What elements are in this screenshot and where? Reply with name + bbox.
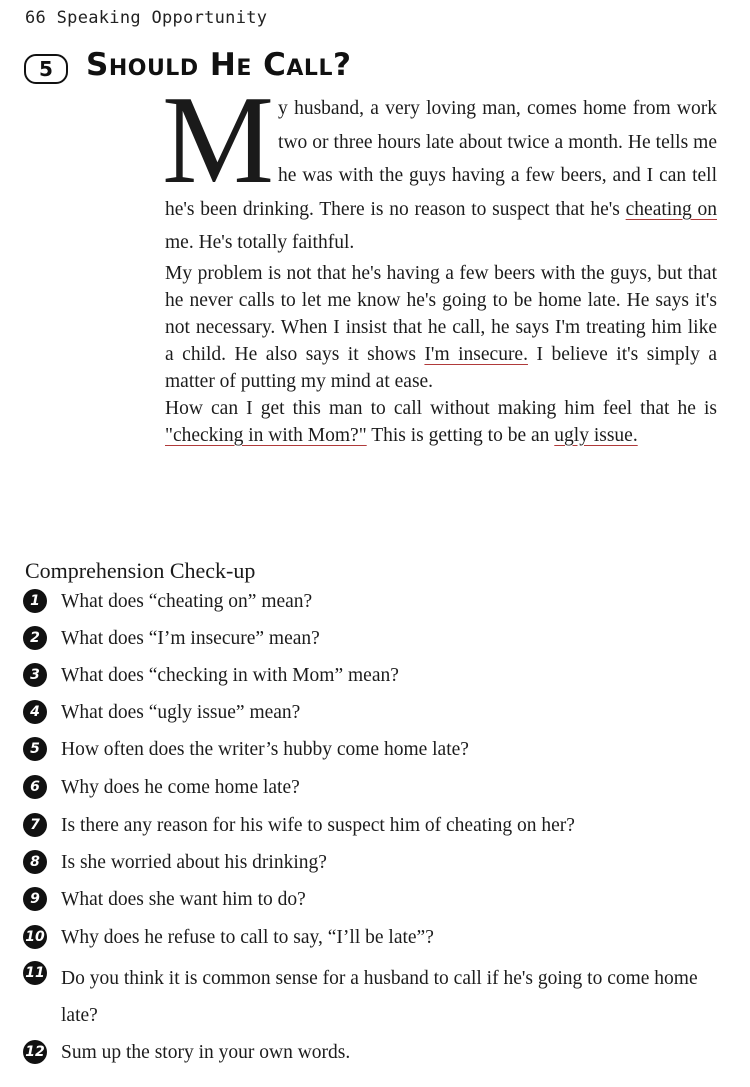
question-number-badge: 11 xyxy=(23,961,47,985)
question-text: What does she want him to do? xyxy=(61,889,306,910)
story-paragraph-1 xyxy=(162,71,717,260)
question-item xyxy=(23,774,723,802)
question-item xyxy=(23,699,723,727)
question-text: What does “ugly issue” mean? xyxy=(61,702,301,723)
story-body xyxy=(162,71,718,449)
running-header xyxy=(25,8,267,28)
question-text: How often does the writer’s hubby come home late? xyxy=(61,739,469,760)
question-item xyxy=(23,625,723,653)
question-item xyxy=(23,924,723,952)
question-item xyxy=(23,662,723,690)
question-item xyxy=(23,849,723,877)
story-text: How can I get this man to call without making him feel that he is xyxy=(165,397,717,419)
question-number-badge: 8 xyxy=(23,850,47,874)
section-title: Speaking Opportunity xyxy=(56,8,268,28)
question-number-badge: 1 xyxy=(23,589,47,613)
story-paragraph-2 xyxy=(165,260,717,395)
question-text: What does “I’m insecure” mean? xyxy=(61,628,320,649)
drop-cap-letter: M xyxy=(162,71,275,210)
question-item xyxy=(23,886,723,914)
question-item xyxy=(23,960,723,1034)
question-number-badge: 3 xyxy=(23,663,47,687)
story-text: y husband, a very loving man, comes home from work two or three hours late about twice a month. He tells me he was with the guys having a few beers, and I can tell he's been drinking. There is no reason to suspect that he's xyxy=(165,98,717,220)
question-item xyxy=(23,812,723,840)
question-text: What does “checking in with Mom” mean? xyxy=(61,665,399,686)
story-text: me. He's totally faithful. xyxy=(165,232,355,253)
question-number-badge: 6 xyxy=(23,775,47,799)
question-text: Sum up the story in your own words. xyxy=(61,1042,351,1063)
story-paragraph-3 xyxy=(165,395,717,449)
question-item xyxy=(23,1039,723,1067)
question-number-badge: 4 xyxy=(23,700,47,724)
question-text: Why does he come home late? xyxy=(61,777,300,798)
lesson-number-badge: 5 xyxy=(24,54,68,84)
underlined-phrase-ugly-issue: ugly issue. xyxy=(554,424,638,446)
question-number-badge: 12 xyxy=(23,1040,47,1064)
question-number-badge: 7 xyxy=(23,813,47,837)
story-text: My problem is not that he's having a few beers with the guys, but that he never calls to let me know he's going to be home late. He says it's not necessary. When I insist that he call, he says I'm treating him like a child. He also says it shows xyxy=(165,262,717,365)
lesson-title: Should He Call? xyxy=(86,47,352,83)
question-text: Is she worried about his drinking? xyxy=(61,852,327,873)
story-text: I believe it's simply a matter of putting my mind at ease. xyxy=(165,343,718,392)
story-text: This is getting to be an xyxy=(366,424,555,446)
underlined-phrase-cheating-on: cheating on xyxy=(625,198,717,220)
question-text: Why does he refuse to call to say, “I’ll be late”? xyxy=(61,927,434,948)
question-text: What does “cheating on” mean? xyxy=(61,591,313,612)
question-item xyxy=(23,588,723,616)
question-item xyxy=(23,736,723,764)
question-number-badge: 9 xyxy=(23,887,47,911)
question-number-badge: 5 xyxy=(23,737,47,761)
question-number-badge: 2 xyxy=(23,626,47,650)
question-number-badge: 10 xyxy=(23,925,47,949)
comprehension-heading: Comprehension Check-up xyxy=(25,558,256,583)
page-number: 66 xyxy=(25,8,47,28)
underlined-phrase-insecure: I'm insecure. xyxy=(424,343,528,365)
question-text: Is there any reason for his wife to suspect him of cheating on her? xyxy=(61,815,575,836)
question-text: Do you think it is common sense for a husband to call if he's going to come home late? xyxy=(61,968,698,1026)
underlined-phrase-checking-in: "checking in with Mom?" xyxy=(165,424,367,446)
